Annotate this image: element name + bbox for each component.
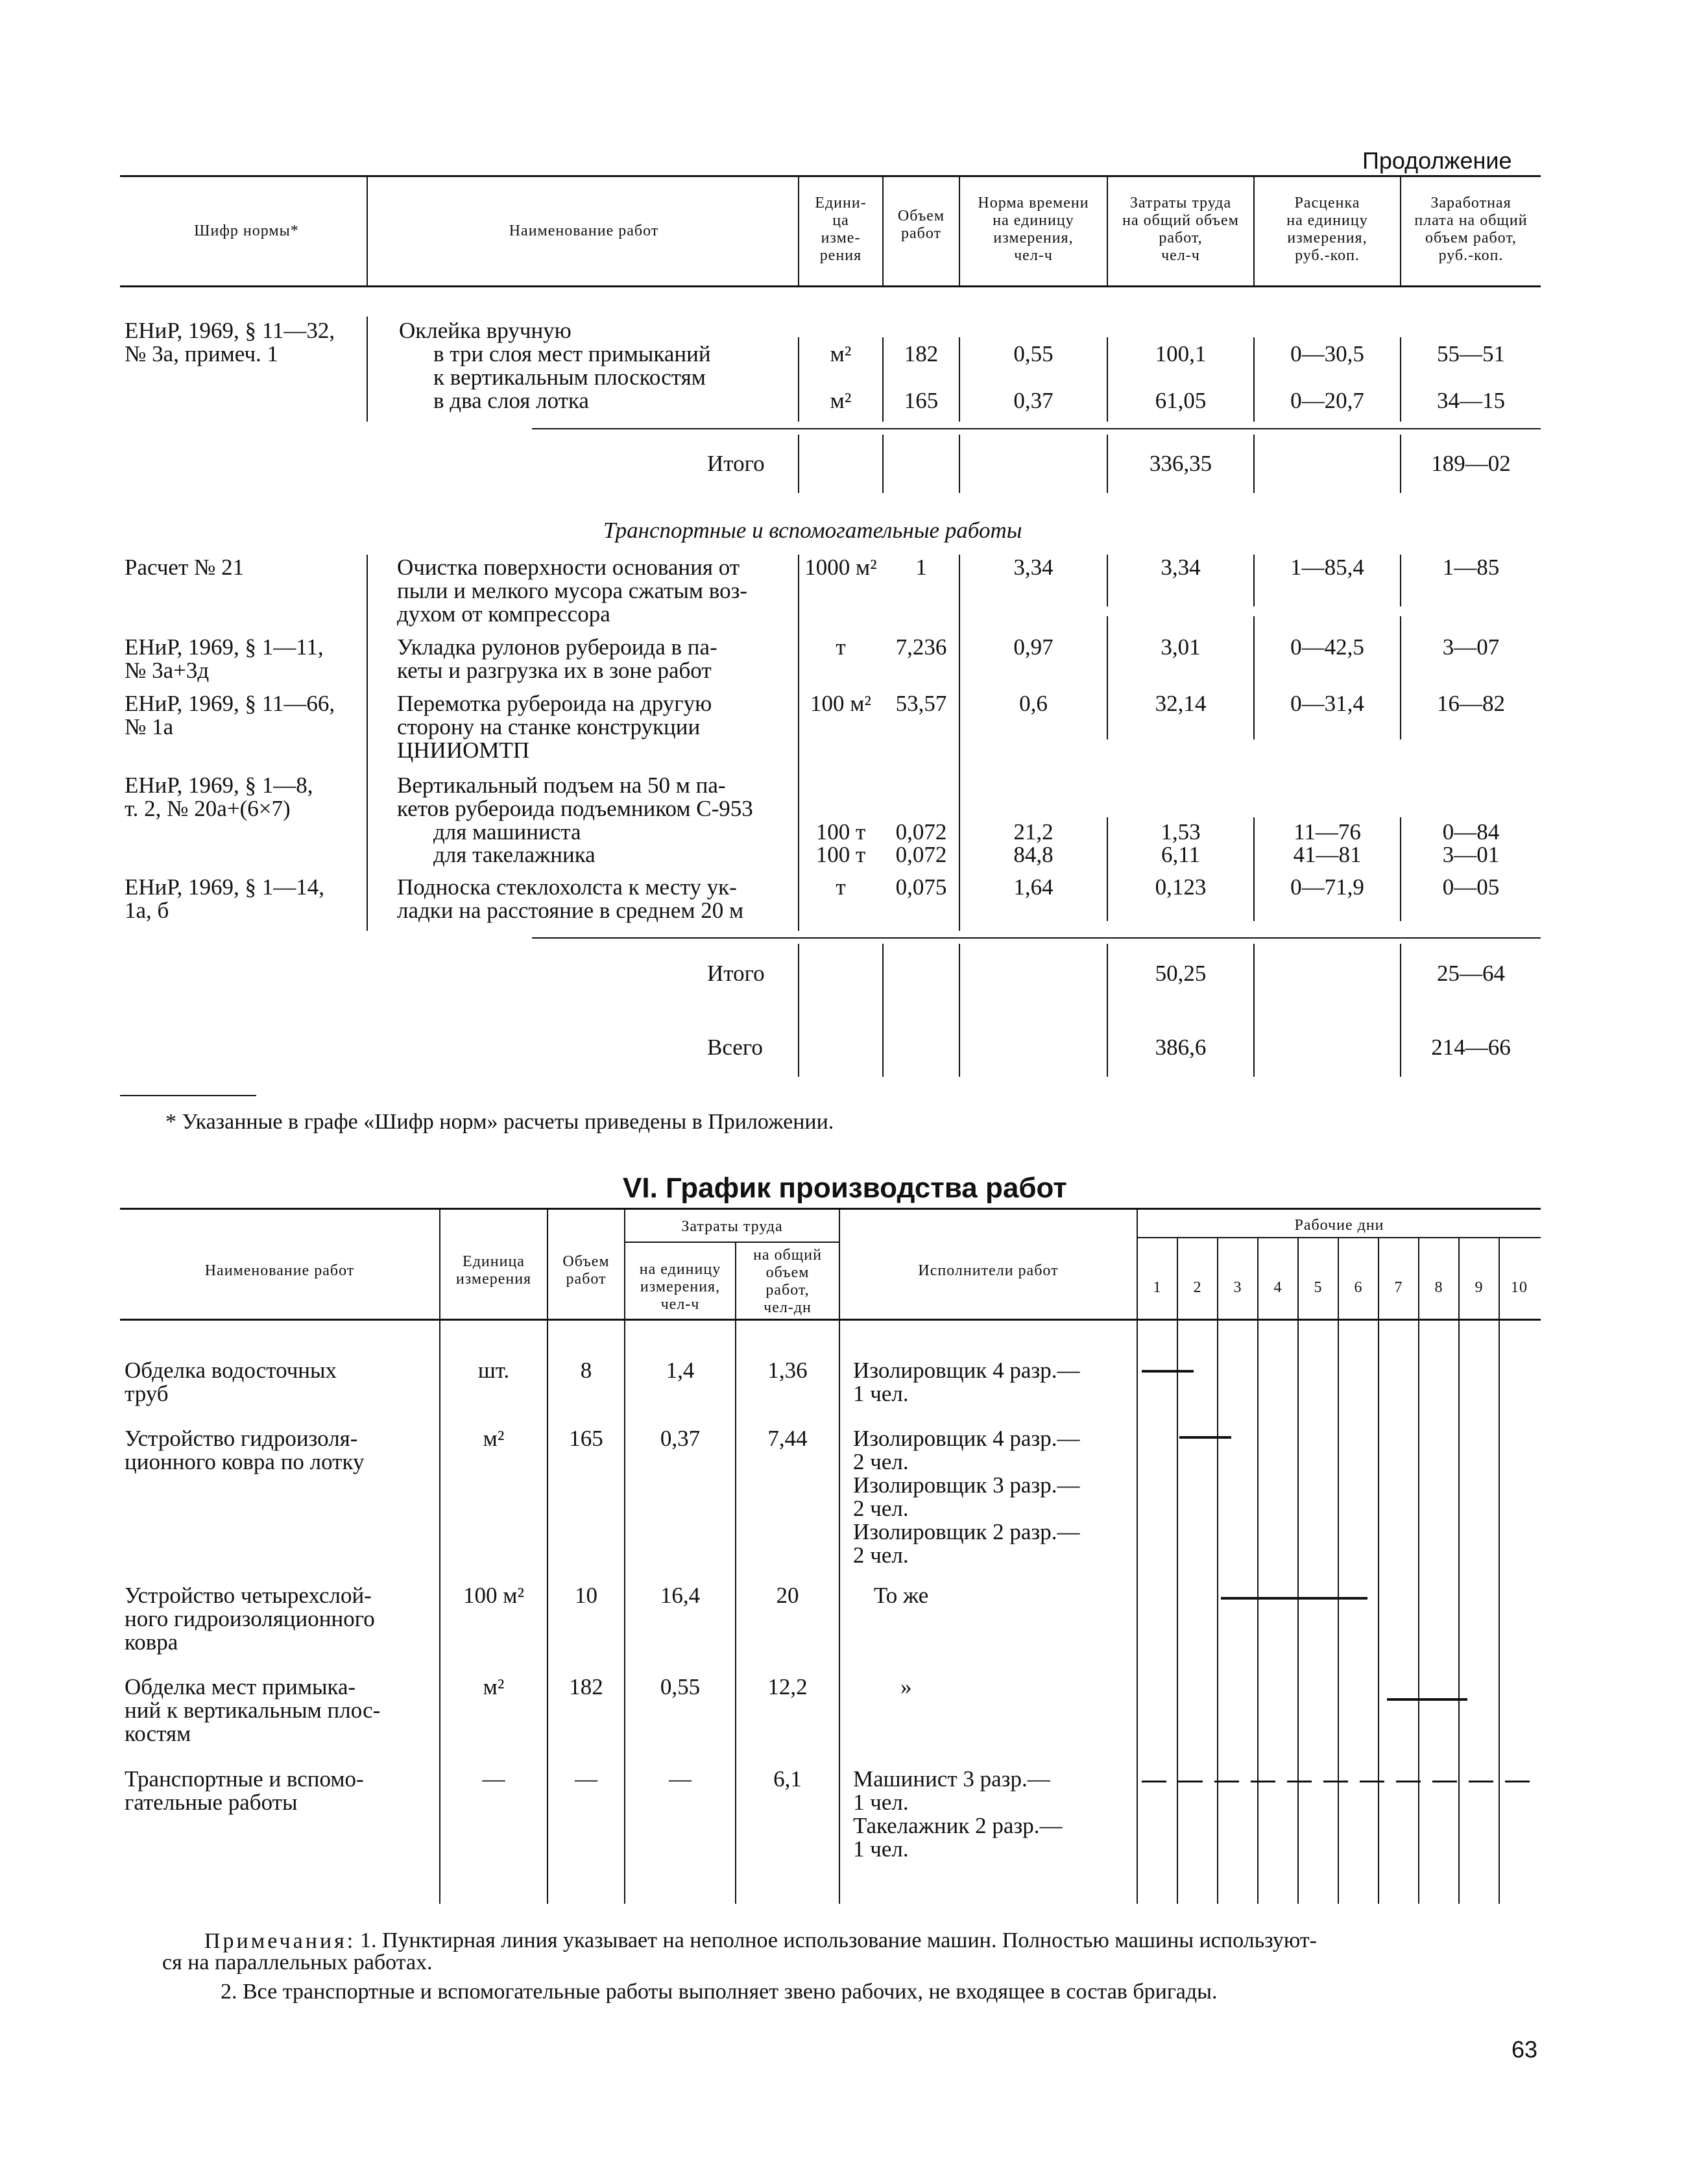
work-name: Перемотка рубероида на другую сторону на станке конструкции ЦНИИОМТП xyxy=(397,691,712,763)
rate-cell: 0—20,7 xyxy=(1290,388,1364,413)
volume-cell: 165 xyxy=(904,388,939,413)
th-unit: Едини- ца изме- рения xyxy=(815,195,867,264)
labor-cell: 100,1 xyxy=(1155,341,1207,366)
th-working-days: Рабочие дни xyxy=(1294,1217,1384,1234)
footnote: * Указанные в графе «Шифр норм» расчеты приведены в Приложении. xyxy=(165,1110,834,1134)
page-number: 63 xyxy=(1511,2036,1538,2063)
labor-cell: 0,123 xyxy=(1155,874,1207,900)
schedule-per-unit: 0,55 xyxy=(660,1674,701,1699)
th-labor: Затраты труда на общий объем работ, чел-ч xyxy=(1122,195,1239,264)
schedule-volume: 10 xyxy=(575,1583,597,1608)
code-cell: ЕНиР, 1969, § 1—11, № 3а+3д xyxy=(125,634,324,683)
volume-cell: 1 xyxy=(915,555,927,580)
schedule-performers: Изолировщик 4 разр.— 1 чел. xyxy=(853,1358,1080,1406)
schedule-performers: » xyxy=(900,1674,912,1699)
schedule-unit: м² xyxy=(483,1426,505,1451)
work-name: для такелажника xyxy=(433,842,596,867)
th-volume: Объем работ xyxy=(562,1253,610,1288)
schedule-bar xyxy=(1179,1436,1231,1439)
wage-cell: 55—51 xyxy=(1437,341,1505,366)
schedule-dashed-bar xyxy=(1142,1781,1537,1782)
rate-cell: 0—42,5 xyxy=(1290,634,1364,660)
schedule-bar xyxy=(1221,1597,1367,1600)
total-label: Итого xyxy=(707,451,765,476)
wage-cell: 3—07 xyxy=(1442,634,1500,660)
total-label: Итого xyxy=(707,961,765,986)
schedule-volume: — xyxy=(575,1766,597,1792)
day-number: 3 xyxy=(1233,1279,1242,1296)
schedule-performers: Изолировщик 4 разр.— 2 чел. Изолировщик 3 разр.— 2 чел. Изолировщик 2 разр.— 2 чел. xyxy=(853,1426,1080,1568)
norm-cell: 0,6 xyxy=(1019,691,1048,716)
th-labor-total: на общий объем работ, чел-дн xyxy=(753,1247,822,1316)
footnote-rule xyxy=(120,1095,256,1096)
work-name: для машиниста xyxy=(433,819,581,845)
note-1: 1. Пунктирная линия указывает на неполное использование машин. Полностью машины используют- ся на параллельных работах. xyxy=(162,1928,1317,1974)
schedule-bar xyxy=(1142,1370,1194,1373)
th-volume: Объем работ xyxy=(897,208,945,242)
schedule-total: 7,44 xyxy=(767,1426,808,1451)
schedule-total: 12,2 xyxy=(767,1674,808,1699)
wage-cell: 34—15 xyxy=(1437,388,1505,413)
schedule-total: 1,36 xyxy=(767,1358,808,1383)
day-number: 2 xyxy=(1193,1279,1202,1296)
day-number: 9 xyxy=(1475,1279,1484,1296)
rate-cell: 0—71,9 xyxy=(1290,874,1364,900)
schedule-volume: 165 xyxy=(569,1426,603,1451)
code-cell: ЕНиР, 1969, § 1—8, т. 2, № 20а+(6×7) xyxy=(125,773,313,821)
norm-cell: 3,34 xyxy=(1013,555,1054,580)
rate-cell: 0—30,5 xyxy=(1290,341,1364,366)
th-unit: Единица измерения xyxy=(455,1253,532,1288)
work-title: Оклейка вручную xyxy=(399,318,572,343)
code-cell: ЕНиР, 1969, § 11—32, № 3а, примеч. 1 xyxy=(125,318,335,366)
schedule-per-unit: 1,4 xyxy=(666,1358,695,1383)
table-top-rule xyxy=(120,175,1541,177)
schedule-per-unit: — xyxy=(669,1766,692,1792)
norm-cell: 1,64 xyxy=(1013,874,1054,900)
work-name: Очистка поверхности основания от пыли и мелкого мусора сжатым воз- духом от компрессора xyxy=(397,555,748,627)
wage-cell: 1—85 xyxy=(1442,555,1500,580)
labor-cell: 1,53 xyxy=(1161,819,1201,845)
th-wage: Заработная плата на общий объем работ, руб.-коп. xyxy=(1414,195,1528,264)
th-norm: Норма времени на единицу измерения, чел-ч xyxy=(978,195,1089,264)
th-work-name: Наименование работ xyxy=(204,1262,355,1279)
work-name: Укладка рулонов рубероида в па- кеты и разгрузка их в зоне работ xyxy=(397,634,717,683)
work-name: Подноска стеклохолста к месту ук- ладки на расстояние в среднем 20 м xyxy=(397,874,744,923)
rate-cell: 1—85,4 xyxy=(1290,555,1364,580)
notes-label: Примечания: xyxy=(204,1929,356,1953)
schedule-unit: — xyxy=(482,1766,505,1792)
total-wage: 189—02 xyxy=(1431,451,1511,476)
rate-cell: 11—76 xyxy=(1294,819,1361,845)
schedule-volume: 8 xyxy=(580,1358,592,1383)
schedule-bar xyxy=(1387,1698,1467,1701)
unit-cell: т xyxy=(836,874,846,900)
rate-cell: 0—31,4 xyxy=(1290,691,1364,716)
unit-cell: м² xyxy=(830,388,852,413)
schedule-top-rule xyxy=(120,1208,1541,1210)
schedule-volume: 182 xyxy=(569,1674,603,1699)
labor-cell: 3,01 xyxy=(1161,634,1201,660)
volume-cell: 7,236 xyxy=(895,634,947,660)
norm-cell: 84,8 xyxy=(1013,842,1054,867)
work-name: в три слоя мест примыканий к вертикальным плоскостям xyxy=(433,341,711,390)
grand-total-label: Всего xyxy=(707,1035,763,1060)
labor-cell: 6,11 xyxy=(1161,842,1200,867)
schedule-work-name: Устройство гидроизоля- ционного ковра по лотку xyxy=(125,1426,365,1474)
norm-cell: 21,2 xyxy=(1013,819,1054,845)
section-heading: VI. График производства работ xyxy=(623,1172,1067,1204)
schedule-per-unit: 16,4 xyxy=(660,1583,701,1608)
schedule-header-rule xyxy=(120,1319,1541,1321)
schedule-work-name: Устройство четырехслой- ного гидроизоляционного ковра xyxy=(125,1583,375,1655)
day-number: 6 xyxy=(1354,1279,1363,1296)
labor-cell: 32,14 xyxy=(1155,691,1207,716)
schedule-performers: То же xyxy=(874,1583,929,1608)
day-number: 10 xyxy=(1511,1279,1528,1296)
schedule-unit: м² xyxy=(483,1674,505,1699)
rate-cell: 41—81 xyxy=(1293,842,1362,867)
total-labor: 336,35 xyxy=(1149,451,1212,476)
unit-cell: м² xyxy=(830,341,852,366)
work-name: в два слоя лотка xyxy=(433,388,589,413)
day-number: 1 xyxy=(1153,1279,1162,1296)
schedule-performers: Машинист 3 разр.— 1 чел. Такелажник 2 разр.— 1 чел. xyxy=(853,1766,1063,1862)
schedule-work-name: Транспортные и вспомо- гательные работы xyxy=(125,1766,364,1815)
unit-cell: т xyxy=(836,634,846,660)
total-wage: 25—64 xyxy=(1437,961,1505,986)
volume-cell: 0,072 xyxy=(895,842,947,867)
schedule-unit: 100 м² xyxy=(463,1583,524,1608)
wage-cell: 0—84 xyxy=(1442,819,1500,845)
unit-cell: 100 т xyxy=(815,819,866,845)
total-labor: 50,25 xyxy=(1155,961,1207,986)
th-code: Шифр нормы* xyxy=(194,222,299,239)
code-cell: ЕНиР, 1969, § 11—66, № 1а xyxy=(125,691,335,739)
th-work-name: Наименование работ xyxy=(509,222,659,239)
th-labor: Затраты труда xyxy=(681,1218,783,1235)
volume-cell: 0,072 xyxy=(895,819,947,845)
continuation-label: Продолжение xyxy=(1362,147,1512,174)
labor-cell: 61,05 xyxy=(1155,388,1207,413)
section-title: Транспортные и вспомогательные работы xyxy=(603,518,1022,543)
volume-cell: 182 xyxy=(904,341,939,366)
th-rate: Расценка на единицу измерения, руб.-коп. xyxy=(1286,195,1368,264)
unit-cell: 1000 м² xyxy=(804,555,877,580)
labor-cell: 3,34 xyxy=(1161,555,1201,580)
volume-cell: 0,075 xyxy=(895,874,947,900)
th-performers: Исполнители работ xyxy=(918,1262,1059,1279)
day-number: 5 xyxy=(1314,1279,1323,1296)
norm-cell: 0,37 xyxy=(1013,388,1054,413)
grand-total-wage: 214—66 xyxy=(1431,1035,1511,1060)
day-number: 7 xyxy=(1394,1279,1403,1296)
unit-cell: 100 т xyxy=(815,842,866,867)
note-2: 2. Все транспортные и вспомогательные работы выполняет звено рабочих, не входящее в состав бригады. xyxy=(221,1980,1218,2004)
volume-cell: 53,57 xyxy=(895,691,947,716)
wage-cell: 0—05 xyxy=(1442,874,1500,900)
day-number: 4 xyxy=(1273,1279,1283,1296)
day-number: 8 xyxy=(1434,1279,1443,1296)
work-name: Вертикальный подъем на 50 м па- кетов рубероида подъемником С-953 xyxy=(397,773,753,821)
schedule-unit: шт. xyxy=(477,1358,510,1383)
grand-total-labor: 386,6 xyxy=(1155,1035,1207,1060)
wage-cell: 16—82 xyxy=(1437,691,1505,716)
code-cell: Расчет № 21 xyxy=(125,555,245,580)
wage-cell: 3—01 xyxy=(1442,842,1500,867)
schedule-total: 20 xyxy=(776,1583,799,1608)
code-cell: ЕНиР, 1969, § 1—14, 1а, б xyxy=(125,874,324,923)
schedule-work-name: Обделка мест примыка- ний к вертикальным плос- костям xyxy=(125,1674,381,1746)
schedule-work-name: Обделка водосточных труб xyxy=(125,1358,337,1406)
th-labor-unit: на единицу измерения, чел-ч xyxy=(639,1261,721,1313)
norm-cell: 0,97 xyxy=(1013,634,1054,660)
schedule-total: 6,1 xyxy=(773,1766,802,1792)
table-header-rule xyxy=(120,285,1541,287)
schedule-per-unit: 0,37 xyxy=(660,1426,701,1451)
norm-cell: 0,55 xyxy=(1013,341,1054,366)
unit-cell: 100 м² xyxy=(810,691,871,716)
